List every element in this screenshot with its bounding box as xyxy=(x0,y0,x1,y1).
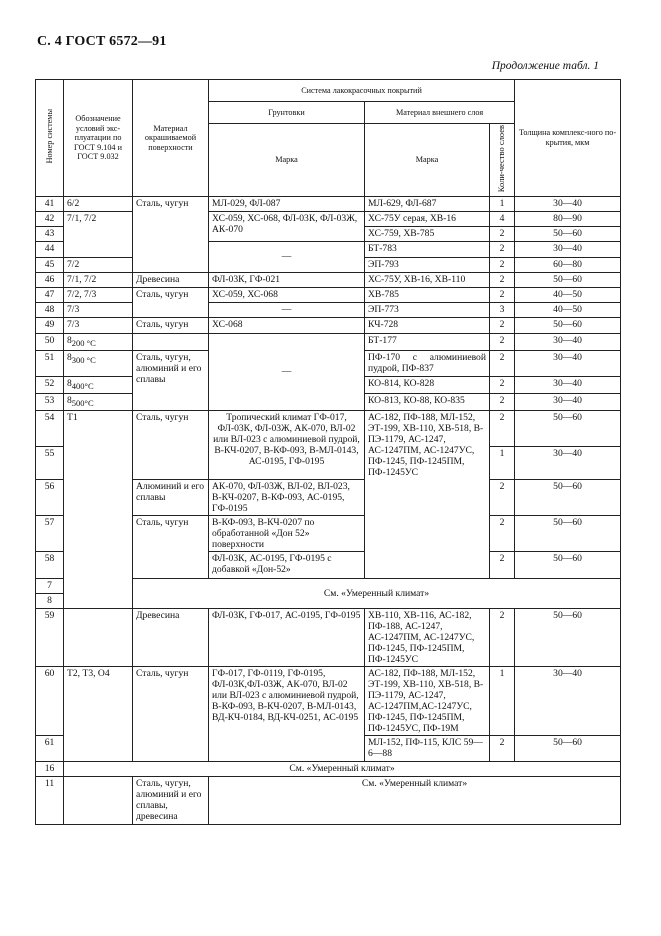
thickness: 30—40 xyxy=(515,393,621,410)
system-number: 48 xyxy=(36,302,64,317)
top-mark: ХС-759, ХВ-785 xyxy=(365,226,490,241)
material: Сталь, чугун xyxy=(133,515,209,578)
layers: 2 xyxy=(490,551,515,578)
table-row xyxy=(36,302,621,317)
top-mark: ПФ-170 с алюминиевой пудрой, ПФ-837 xyxy=(365,350,490,376)
header-primer-mark: Марка xyxy=(209,124,365,197)
layers: 2 xyxy=(490,410,515,446)
table-row xyxy=(36,272,621,287)
primer-mark: АК-070, ФЛ-03Ж, ВЛ-02, ВЛ-023, В-КЧ-0207, В-КФ-093, АС-0195, ГФ-0195 xyxy=(209,479,365,515)
layers: 3 xyxy=(490,302,515,317)
see-temperate-climate: См. «Умеренный климат» xyxy=(133,578,621,608)
see-temperate-climate: См. «Умеренный климат» xyxy=(209,776,621,824)
system-number: 54 xyxy=(36,410,64,446)
thickness: 50—60 xyxy=(515,272,621,287)
table-row xyxy=(36,196,621,211)
conditions: $8_{300 ^\circ С}$ xyxy=(64,350,133,376)
primer-mark: ХС-068 xyxy=(209,317,365,333)
conditions-empty xyxy=(64,608,133,666)
system-number: 7 xyxy=(36,578,64,593)
table-row xyxy=(36,666,621,735)
thickness: 80—90 xyxy=(515,211,621,226)
system-number: 53 xyxy=(36,393,64,410)
thickness: 50—60 xyxy=(515,317,621,333)
layers: 2 xyxy=(490,241,515,257)
thickness: 30—40 xyxy=(515,333,621,350)
system-number: 52 xyxy=(36,376,64,393)
top-mark: ХС-75У, ХВ-16, ХВ-110 xyxy=(365,272,490,287)
thickness: 30—40 xyxy=(515,196,621,211)
top-mark: КЧ-728 xyxy=(365,317,490,333)
system-number: 47 xyxy=(36,287,64,302)
primer-mark: ФЛ-03К, ГФ-017, АС-0195, ГФ-0195 xyxy=(209,608,365,666)
system-number: 57 xyxy=(36,515,64,551)
system-number: 49 xyxy=(36,317,64,333)
header-layers: Коли-чество слоев xyxy=(490,124,515,197)
thickness: 40—50 xyxy=(515,302,621,317)
material: Древесина xyxy=(133,608,209,666)
system-number: 43 xyxy=(36,226,64,241)
material: Алюминий и его сплавы xyxy=(133,479,209,515)
system-number: 59 xyxy=(36,608,64,666)
system-number: 61 xyxy=(36,735,64,761)
see-temperate-climate: См. «Умеренный климат» xyxy=(64,761,621,776)
conditions: 7/3 xyxy=(64,302,133,317)
material: Сталь, чугун xyxy=(133,287,209,317)
thickness: 30—40 xyxy=(515,241,621,257)
material-empty xyxy=(133,333,209,350)
table-row xyxy=(36,761,621,776)
table-row xyxy=(36,776,621,824)
system-number: 46 xyxy=(36,272,64,287)
thickness: 50—60 xyxy=(515,551,621,578)
layers: 2 xyxy=(490,317,515,333)
table-row xyxy=(36,410,621,446)
thickness: 50—60 xyxy=(515,226,621,241)
primer-mark: — xyxy=(209,302,365,317)
header-thickness: Толщина комплекс-ного по-крытия, мкм xyxy=(515,80,621,197)
primer-mark: ХС-059, ХС-068 xyxy=(209,287,365,302)
thickness: 50—60 xyxy=(515,515,621,551)
layers: 1 xyxy=(490,196,515,211)
material: Сталь, чугун, алюминий и его сплавы, древесина xyxy=(133,776,209,824)
coating-systems-table xyxy=(35,79,621,825)
table-row xyxy=(36,317,621,333)
conditions: 6/2 xyxy=(64,196,133,211)
top-mark: ХВ-110, ХВ-116, АС-182, ПФ-188, АС-1247, АС-1247ПМ, АС-1247УС, ПФ-1245, ПФ-1245ПМ, ПФ-1245УС xyxy=(365,608,490,666)
material: Сталь, чугун xyxy=(133,317,209,333)
table-row xyxy=(36,211,621,226)
top-mark: ХС-75У серая, ХВ-16 xyxy=(365,211,490,226)
thickness: 30—40 xyxy=(515,446,621,479)
primer-mark: ФЛ-03К, АС-0195, ГФ-0195 с добавкой «Дон-52» xyxy=(209,551,365,578)
system-number: 41 xyxy=(36,196,64,211)
material: Древесина xyxy=(133,272,209,287)
header-top-mark: Марка xyxy=(365,124,490,197)
top-mark: МЛ-629, ФЛ-687 xyxy=(365,196,490,211)
layers: 2 xyxy=(490,479,515,515)
top-mark: АС-182, ПФ-188, МЛ-152, ЭТ-199, ХВ-110, ХВ-518, В-ПЭ-1179, АС-1247, АС-1247ПМ,АС-1247УС, ПФ-1245, ПФ-1245ПМ, ПФ-1245УС, ПФ-19М xyxy=(365,666,490,735)
layers: 2 xyxy=(490,226,515,241)
top-mark: КО-813, КО-88, КО-835 xyxy=(365,393,490,410)
thickness: 30—40 xyxy=(515,666,621,735)
thickness: 50—60 xyxy=(515,608,621,666)
table-row xyxy=(36,333,621,350)
conditions: 7/2 xyxy=(64,257,133,272)
material: Сталь, чугун xyxy=(133,196,209,272)
layers: 2 xyxy=(490,272,515,287)
layers: 2 xyxy=(490,287,515,302)
conditions: Т1 xyxy=(64,410,133,608)
table-row xyxy=(36,608,621,666)
header-top-layer: Материал внешнего слоя xyxy=(365,102,515,124)
header-system-number: Номер системы xyxy=(36,80,64,197)
layers: 2 xyxy=(490,257,515,272)
conditions: 7/3 xyxy=(64,317,133,333)
layers: 2 xyxy=(490,515,515,551)
system-number: 58 xyxy=(36,551,64,578)
layers: 4 xyxy=(490,211,515,226)
thickness: 40—50 xyxy=(515,287,621,302)
primer-mark: — xyxy=(209,333,365,410)
primer-mark: ФЛ-03К, ГФ-021 xyxy=(209,272,365,287)
thickness: 30—40 xyxy=(515,350,621,376)
system-number: 56 xyxy=(36,479,64,515)
layers: 2 xyxy=(490,393,515,410)
header-conditions: Обозначение условий экс-плуатации по ГОСТ 9.104 и ГОСТ 9.032 xyxy=(64,80,133,197)
layers: 2 xyxy=(490,333,515,350)
top-mark: АС-182, ПФ-188, МЛ-152, ЭТ-199, ХВ-110, ХВ-518, В-ПЭ-1179, АС-1247, АС-1247ПМ, АС-1247УС, ПФ-1245, ПФ-1245ПМ, ПФ-1245УС xyxy=(365,410,490,578)
material: Сталь, чугун xyxy=(133,410,209,479)
system-number: 11 xyxy=(36,776,64,824)
system-number: 42 xyxy=(36,211,64,226)
system-number: 8 xyxy=(36,593,64,608)
top-mark: ХВ-785 xyxy=(365,287,490,302)
header-primer: Грунтовки xyxy=(209,102,365,124)
top-mark: ЭП-793 xyxy=(365,257,490,272)
system-number: 44 xyxy=(36,241,64,257)
layers: 2 xyxy=(490,735,515,761)
system-number: 16 xyxy=(36,761,64,776)
thickness: 30—40 xyxy=(515,376,621,393)
conditions: $8_{500^\circ С}$ xyxy=(64,393,133,410)
primer-mark: МЛ-029, ФЛ-087 xyxy=(209,196,365,211)
top-mark: БТ-177 xyxy=(365,333,490,350)
conditions: 7/1, 7/2 xyxy=(64,211,133,257)
page-header: С. 4 ГОСТ 6572—91 xyxy=(37,34,167,49)
system-number: 50 xyxy=(36,333,64,350)
system-number: 60 xyxy=(36,666,64,735)
table-continuation-label: Продолжение табл. 1 xyxy=(491,60,599,72)
thickness: 50—60 xyxy=(515,479,621,515)
header-system-group: Система лакокрасочных покрытий xyxy=(209,80,515,102)
conditions: $8_{400^\circ С}$ xyxy=(64,376,133,393)
table-row xyxy=(36,287,621,302)
layers: 2 xyxy=(490,376,515,393)
primer-mark: ХС-059, ХС-068, ФЛ-03К, ФЛ-03Ж, АК-070 xyxy=(209,211,365,241)
material: Сталь, чугун, алюминий и его сплавы xyxy=(133,350,209,410)
layers: 2 xyxy=(490,608,515,666)
top-mark: КО-814, КО-828 xyxy=(365,376,490,393)
primer-mark: ГФ-017, ГФ-0119, ГФ-0195, ФЛ-03К,ФЛ-03Ж, АК-070, ВЛ-02 или ВЛ-023 с алюминиевой пудрой, В-КФ-093, В-КЧ-0207, В-МЛ-0143, ВД-КЧ-0184, ВД-КЧ-0251, АС-0195 xyxy=(209,666,365,761)
layers: 2 xyxy=(490,350,515,376)
material: Сталь, чугун xyxy=(133,666,209,761)
primer-mark: — xyxy=(209,241,365,272)
layers: 1 xyxy=(490,666,515,735)
primer-mark: В-КФ-093, В-КЧ-0207 по обработанной «Дон 52» поверхности xyxy=(209,515,365,551)
conditions: 7/2, 7/3 xyxy=(64,287,133,302)
layers: 1 xyxy=(490,446,515,479)
header-material: Материал окрашиваемой поверхности xyxy=(133,80,209,197)
system-number: 45 xyxy=(36,257,64,272)
thickness: 50—60 xyxy=(515,735,621,761)
thickness: 60—80 xyxy=(515,257,621,272)
thickness: 50—60 xyxy=(515,410,621,446)
primer-mark: Тропический климат ГФ-017, ФЛ-03К, ФЛ-03Ж, АК-070, ВЛ-02 или ВЛ-023 с алюминиевой пудрой, В-КЧ-0207, В-КФ-093, В-МЛ-0143, АС-0195, ГФ-0195 xyxy=(209,410,365,479)
conditions-empty xyxy=(64,776,133,824)
system-number: 55 xyxy=(36,446,64,479)
conditions: 7/1, 7/2 xyxy=(64,272,133,287)
conditions: $8_{200 ^\circ С}$ xyxy=(64,333,133,350)
top-mark: БТ-783 xyxy=(365,241,490,257)
system-number: 51 xyxy=(36,350,64,376)
conditions: Т2, Т3, О4 xyxy=(64,666,133,761)
top-mark: МЛ-152, ПФ-115, КЛС 59—6—88 xyxy=(365,735,490,761)
top-mark: ЭП-773 xyxy=(365,302,490,317)
